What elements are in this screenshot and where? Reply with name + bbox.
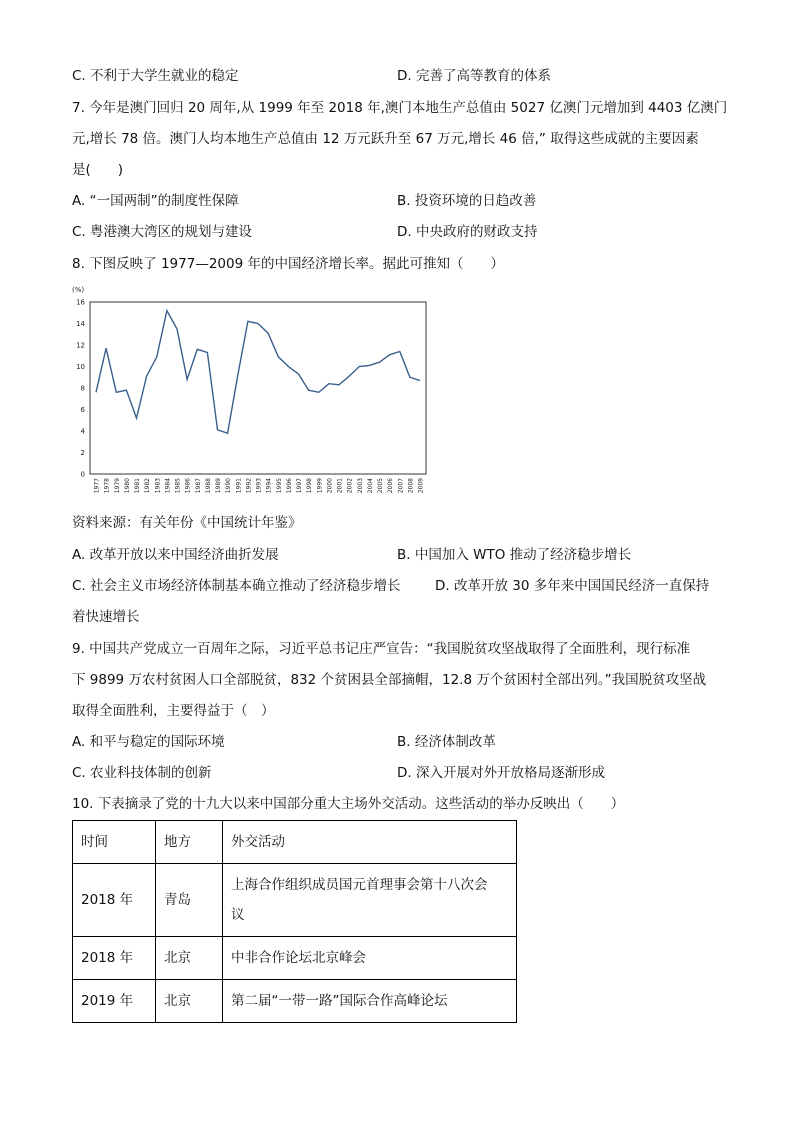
q10-stem: 10. 下表摘录了党的十九大以来中国部分重大主场外交活动。这些活动的举办反映出（ ）	[72, 796, 625, 812]
x-tick-label: 1999	[316, 478, 324, 494]
q8-stem: 8. 下图反映了 1977—2009 年的中国经济增长率。据此可推知（ ）	[72, 256, 504, 272]
x-tick-label: 1980	[123, 478, 131, 494]
x-tick-label: 1990	[225, 478, 233, 494]
x-tick-label: 1993	[255, 478, 263, 494]
q7-option-d: D. 中央政府的财政支持	[397, 224, 538, 240]
x-tick-label: 2007	[397, 478, 405, 494]
table-row	[73, 937, 517, 980]
diplomacy-table	[72, 820, 517, 1023]
cell-time: 2019 年	[73, 980, 156, 1023]
q8-option-d-cont: 着快速增长	[72, 609, 140, 625]
header-time: 时间	[73, 821, 156, 864]
cell-activity: 第二届“一带一路”国际合作高峰论坛	[223, 980, 517, 1023]
x-tick-label: 2006	[387, 478, 395, 494]
y-tick-label: 14	[76, 320, 85, 328]
y-unit-label: (%)	[72, 286, 85, 294]
table-row	[73, 864, 517, 937]
q9-option-d: D. 深入开展对外开放格局逐渐形成	[397, 765, 605, 781]
cell-time: 2018 年	[73, 937, 156, 980]
q7-option-b: B. 投资环境的日趋改善	[397, 193, 537, 209]
gdp-growth-chart	[68, 282, 438, 504]
cell-place: 北京	[156, 980, 223, 1023]
x-tick-label: 2000	[326, 478, 334, 494]
x-tick-label: 2004	[366, 478, 374, 494]
q7-stem-line1: 7. 今年是澳门回归 20 周年,从 1999 年至 2018 年,澳门本地生产总值由 5027 亿澳门元增加到 4403 亿澳门	[72, 100, 728, 116]
q9-option-a: A. 和平与稳定的国际环境	[72, 734, 225, 750]
q9-stem-line1: 9. 中国共产党成立一百周年之际，习近平总书记庄严宣告：“我国脱贫攻坚战取得了全面胜利，现行标准	[72, 641, 691, 657]
q8-option-a: A. 改革开放以来中国经济曲折发展	[72, 547, 279, 563]
q7-stem-line2: 元,增长 78 倍。澳门人均本地生产总值由 12 万元跃升至 67 万元,增长 46 倍,” 取得这些成就的主要因素	[72, 131, 699, 147]
y-axis-ticks	[76, 299, 85, 479]
x-tick-label: 1984	[164, 478, 172, 494]
x-tick-label: 1985	[174, 478, 182, 494]
q9-stem-line2: 下 9899 万农村贫困人口全部脱贫，832 个贫困县全部摘帽，12.8 万个贫困村全部出列。”我国脱贫攻坚战	[72, 672, 707, 688]
x-tick-label: 1988	[204, 478, 212, 494]
header-activity: 外交活动	[223, 821, 517, 864]
x-tick-label: 2009	[417, 478, 425, 494]
header-place: 地方	[156, 821, 223, 864]
q9-option-b: B. 经济体制改革	[397, 734, 496, 750]
x-tick-label: 1978	[103, 478, 111, 494]
cell-time: 2018 年	[73, 864, 156, 937]
x-tick-label: 1979	[113, 478, 121, 494]
y-tick-label: 2	[80, 449, 85, 457]
q6-option-d: D. 完善了高等教育的体系	[397, 68, 551, 84]
x-tick-label: 1982	[144, 478, 152, 494]
cell-place: 北京	[156, 937, 223, 980]
x-tick-label: 2003	[356, 478, 364, 494]
x-tick-label: 1998	[306, 478, 314, 494]
cell-activity: 中非合作论坛北京峰会	[223, 937, 517, 980]
q8-option-b: B. 中国加入 WTO 推动了经济稳步增长	[397, 547, 632, 563]
x-tick-label: 1977	[93, 478, 101, 494]
y-tick-label: 6	[80, 406, 85, 414]
x-tick-label: 2005	[377, 478, 384, 494]
x-tick-label: 1987	[194, 478, 202, 494]
q9-stem-line3: 取得全面胜利，主要得益于（ ）	[72, 703, 275, 719]
q8-option-d: D. 改革开放 30 多年来中国国民经济一直保持	[435, 578, 710, 594]
q7-option-a: A. “一国两制”的制度性保障	[72, 193, 239, 209]
x-tick-label: 1981	[134, 478, 141, 494]
cell-place: 青岛	[156, 864, 223, 937]
growth-rate-line	[96, 311, 420, 434]
x-tick-label: 1994	[265, 478, 273, 494]
q7-option-c: C. 粤港澳大湾区的规划与建设	[72, 224, 253, 240]
q8-option-c: C. 社会主义市场经济体制基本确立推动了经济稳步增长	[72, 578, 401, 594]
x-tick-label: 1983	[154, 478, 162, 494]
x-tick-label: 1986	[184, 478, 192, 494]
x-tick-label: 1996	[285, 478, 293, 494]
plot-frame	[90, 302, 426, 474]
q7-stem-line3: 是( )	[72, 162, 124, 178]
y-tick-label: 0	[80, 470, 85, 479]
x-tick-label: 1992	[245, 478, 253, 494]
cell-activity: 上海合作组织成员国元首理事会第十八次会议	[223, 864, 517, 937]
x-tick-label: 1995	[275, 478, 283, 494]
x-tick-label: 2002	[346, 478, 354, 494]
table-row	[73, 980, 517, 1023]
chart-source: 资料来源：有关年份《中国统计年鉴》	[72, 515, 302, 531]
x-tick-label: 2008	[407, 478, 415, 494]
y-tick-label: 4	[80, 427, 85, 436]
y-tick-label: 10	[76, 363, 85, 371]
x-tick-label: 1989	[215, 478, 222, 494]
x-tick-label: 1991	[235, 478, 243, 494]
table-header-row	[73, 821, 517, 864]
q9-option-c: C. 农业科技体制的创新	[72, 765, 212, 781]
q6-option-c: C. 不利于大学生就业的稳定	[72, 68, 239, 84]
x-tick-label: 2001	[336, 478, 344, 494]
y-tick-label: 8	[80, 384, 85, 393]
y-tick-label: 16	[76, 298, 85, 307]
x-axis-ticks	[94, 478, 425, 493]
y-tick-label: 12	[76, 341, 85, 350]
x-tick-label: 1997	[296, 478, 303, 494]
